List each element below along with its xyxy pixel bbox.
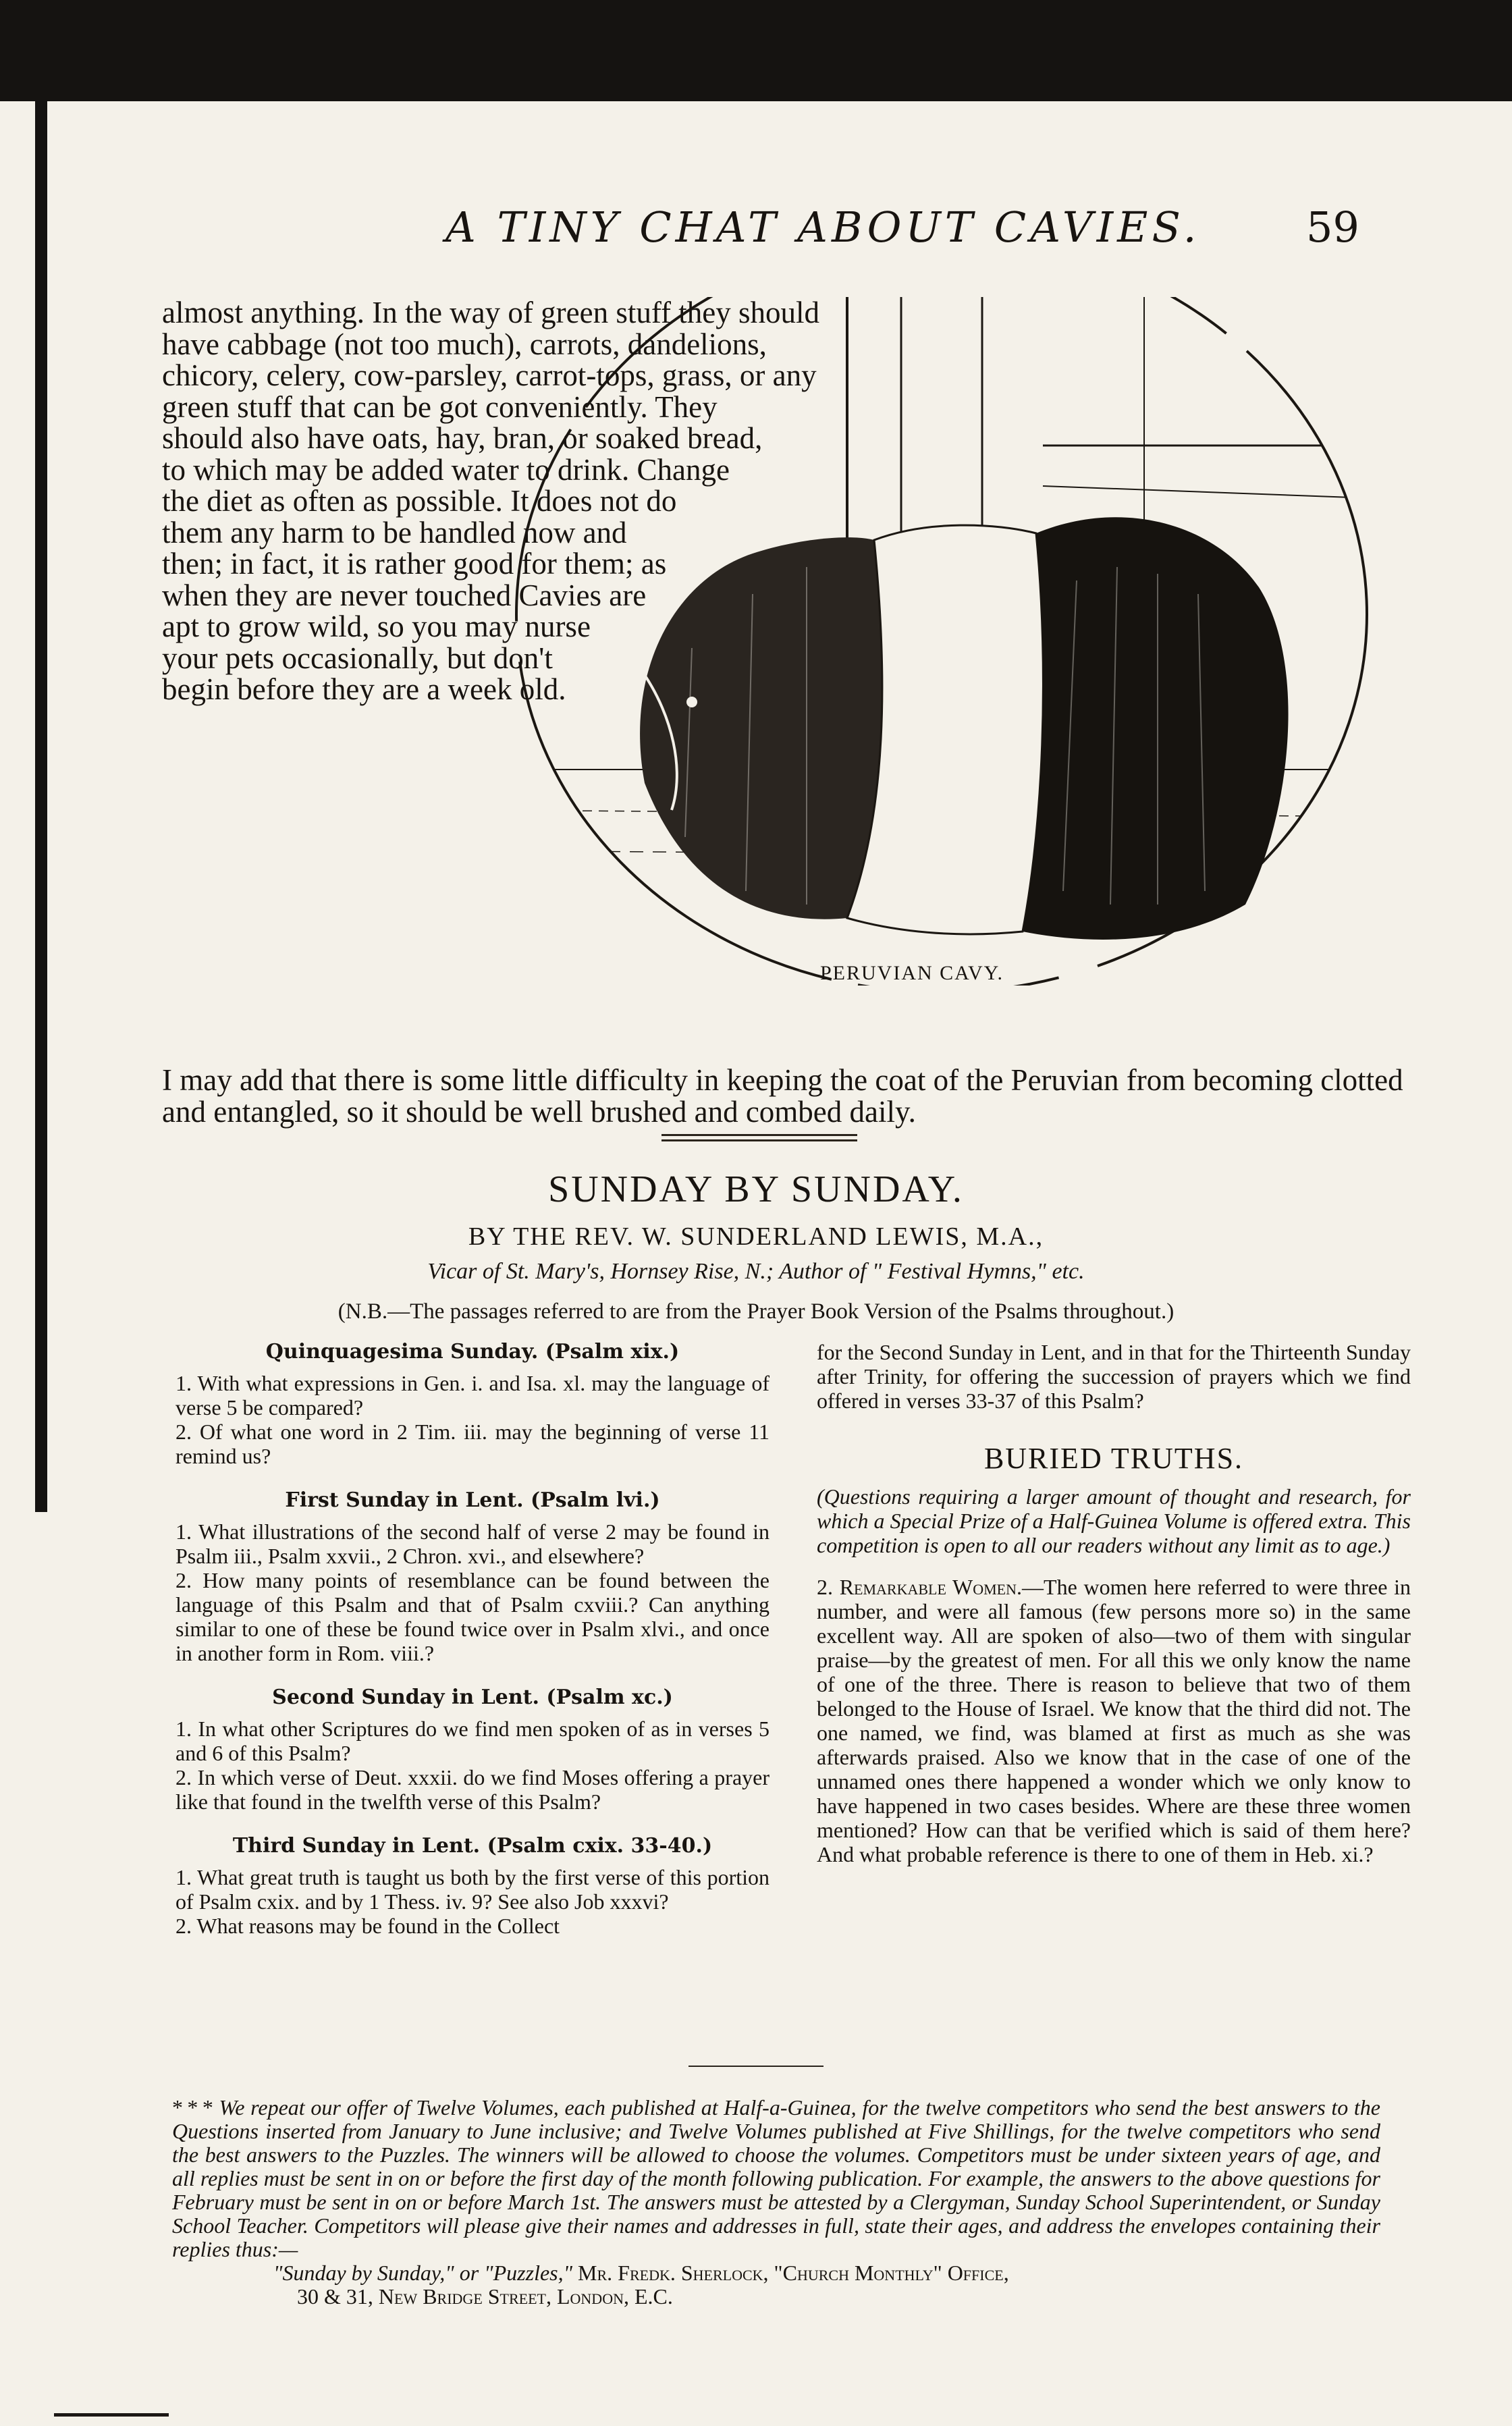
buried-truths-intro: (Questions requiring a larger amount of thought and research, for which a Special Prize of a Half-Guinea Volume is offered extra. This competition is open to all our readers without any limit as to age.) [817, 1484, 1411, 1557]
notice-divider [688, 2066, 824, 2067]
section-divider [662, 1134, 857, 1136]
cavy-paragraph-1-text: almost anything. In the way of green stuff they should have cabbage (not too much), carrots, dandelions, chicory, celery, cow-parsley, carrot-tops, grass, or any green stuff that can be got conveniently. They should also have oats, hay, bran, or soaked bread, to which may be added water to drink. Change the diet as often as possible. It does not do them any harm to be handled now and then; in fact, it is rather good for them; as when they are never touched Cavies are apt to grow wild, so you may nurse your pets occasionally, but don't begin before they are a week old. [162, 296, 819, 706]
notice-address-2: Mr. Fredk. Sherlock, "Church Monthly" Office, [578, 2261, 1009, 2285]
question-quinquagesima-2: 2. Of what one word in 2 Tim. iii. may the beginning of verse 11 remind us? [176, 1420, 770, 1468]
notice-address-3: 30 & 31, New Bridge Street, London, E.C. [297, 2284, 673, 2309]
question-third-lent-2: 2. What reasons may be found in the Collect [176, 1914, 560, 1938]
cavy-article-paragraph-1 [162, 297, 1424, 1026]
running-title: A TINY CHAT ABOUT CAVIES. [446, 203, 1201, 252]
sunday-byline: BY THE REV. W. SUNDERLAND LEWIS, M.A., [468, 1222, 1044, 1251]
sunday-note: (N.B.—The passages referred to are from the Prayer Book Version of the Psalms throughout.) [338, 1299, 1174, 1324]
question-second-lent-1: 1. In what other Scriptures do we find men spoken of as in verses 5 and 6 of this Psalm? [176, 1717, 770, 1765]
sunday-title: SUNDAY BY SUNDAY. [548, 1168, 964, 1210]
question-first-lent-2: 2. How many points of resemblance can be found between the language of this Psalm and that of Psalm cxviii.? Can anything similar to one of these be found twice over in Psalm xlvi., and once in another form in Rom. viii.? [176, 1568, 770, 1665]
buried-truths-item-label: 2. Remarkable Women. [817, 1575, 1023, 1599]
question-third-lent-1: 1. What great truth is taught us both by the first verse of this portion of Psalm cxix. and by 1 Thess. iv. 9? See also Job xxxvi? [176, 1865, 770, 1914]
question-second-lent-2: 2. In which verse of Deut. xxxii. do we find Moses offering a prayer like that found in the twelfth verse of this Psalm? [176, 1765, 770, 1814]
illustration-caption: PERUVIAN CAVY. [820, 962, 1004, 984]
group-heading-third-lent: Third Sunday in Lent. (Psalm cxix. 33-40.) [232, 1834, 713, 1858]
notice-address [172, 2261, 1380, 2285]
page-number: 59 [1306, 203, 1359, 252]
scan-edge-mark [54, 2413, 169, 2417]
group-heading-second-lent: Second Sunday in Lent. (Psalm xc.) [272, 1686, 673, 1709]
right-column [817, 1340, 1411, 1866]
buried-truths-item [817, 1575, 1411, 1866]
section-divider-second [662, 1139, 857, 1141]
notice-address-1: "Sunday by Sunday," or "Puzzles," [273, 2261, 573, 2285]
buried-truths-item-text: —The women here referred to were three in number, and were all famous (few persons more so) in the same excellent way. All are spoken of also—two of them with singular praise—by the greatest of men. For all this we only know the name of one of the three. There is reason to believe that two of them belonged to the House of Israel. We know that the third did not. The one named, we find, was blamed at first as much as she was afterwards praised. Also we know that in the case of one of the unnamed ones there happened a wonder which we only know to have happened in two cases besides. Where are these three women mentioned? How can that be verified which is said of them here? And what probable reference is there to one of them in Heb. xi.? [817, 1575, 1411, 1866]
notice-marker: * * * [172, 2095, 213, 2120]
cavy-article-paragraph-2: I may add that there is some little difficulty in keeping the coat of the Peruvian from becoming clotted and entangled, so it should be well brushed and combed daily. [162, 1063, 1403, 1129]
group-heading-first-lent: First Sunday in Lent. (Psalm lvi.) [285, 1488, 660, 1512]
notice-text: We repeat our offer of Twelve Volumes, each published at Half-a-Guinea, for the twelve competitors who send the best answers to the Questions inserted from January to June inclusive; and Twelve Volumes published at Five Shillings, for the twelve competitors who send the best answers to the Puzzles. The winners will be allowed to choose the volumes. Competitors must be under sixteen years of age, and all replies must be sent in on or before the first day of the month following publication. For example, the answers to the above questions for February must be sent in on or before March 1st. The answers must be attested by a Clergyman, Sunday School Superintendent, or Sunday School Teacher. Competitors will please give their names and addresses in full, state their ages, and address the envelopes containing their replies thus:— [172, 2095, 1381, 2261]
sunday-questions-column [176, 1340, 770, 1938]
scanned-top-border [0, 0, 1512, 101]
buried-truths-title: BURIED TRUTHS. [983, 1442, 1244, 1475]
question-first-lent-1: 1. What illustrations of the second half of verse 2 may be found in Psalm iii., Psalm xxvii., 2 Chron. xvi., and elsewhere? [176, 1519, 770, 1568]
competition-notice [172, 2096, 1380, 2309]
question-quinquagesima-1: 1. With what expressions in Gen. i. and Isa. xl. may the language of verse 5 be compared? [176, 1371, 770, 1420]
sunday-continuation: for the Second Sunday in Lent, and in that for the Thirteenth Sunday after Trinity, for offering the succession of prayers which we find offered in verses 33-37 of this Psalm? [817, 1340, 1411, 1413]
sunday-affiliation: Vicar of St. Mary's, Hornsey Rise, N.; Author of " Festival Hymns," etc. [427, 1259, 1085, 1284]
group-heading-quinquagesima: Quinquagesima Sunday. (Psalm xix.) [265, 1340, 680, 1364]
